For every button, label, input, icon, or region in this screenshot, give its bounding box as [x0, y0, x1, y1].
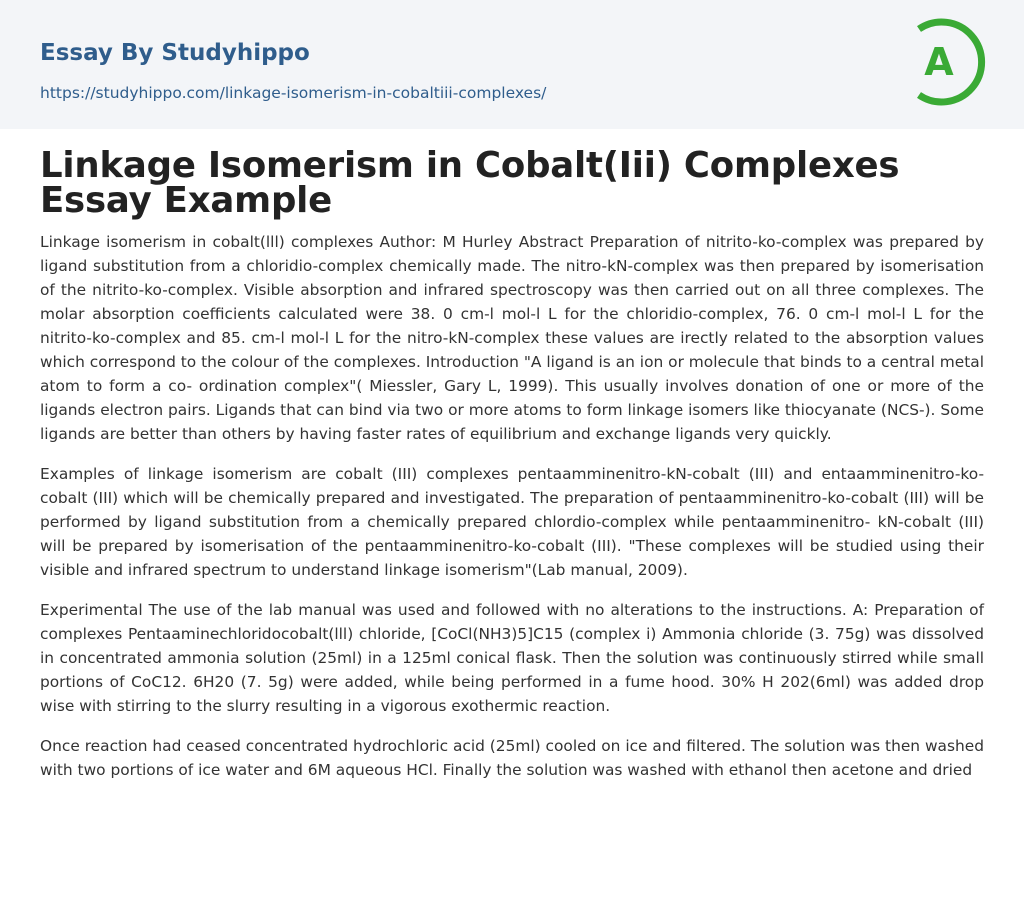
- paragraph-reaction: Once reaction had ceased concentrated hydrochloric acid (25ml) cooled on ice and filtered. The solution was then washed with two portions of ice water and 6M aqueous HCl. Finally the solution was washed with ethanol then acetone and dried: [40, 737, 984, 779]
- svg-text:A: A: [924, 40, 954, 84]
- paragraph-examples: Examples of linkage isomerism are cobalt (III) complexes pentaamminenitro-kN-cobalt (III) and entaamminenitro-ko-cobalt (III) which will be chemically prepared and investigated. The preparation of pentaamminenitro-ko-cobalt (III) will be performed by ligand substitution from a chemically prepared chlordio-complex while pentaamminenitro- kN-cobalt (III) will be prepared by isomerisation of the pentaamminenitro-ko-cobalt (III). "These complexes will be studied using their visible and infrared spectrum to understand linkage isomerism"(Lab manual, 2009).: [40, 465, 984, 579]
- site-header: [0, 0, 1024, 129]
- paragraph-experimental: Experimental The use of the lab manual was used and followed with no alterations to the instructions. A: Preparation of complexes Pentaaminechloridocobalt(lll) chloride, [CoCl(NH3)5]C15 (complex i) Ammonia chloride (3. 75g) was dissolved in concentrated ammonia solution (25ml) in a 125ml conical flask. Then the solution was continuously stirred while small portions of CoC12. 6H20 (7. 5g) were added, while being performed in a fume hood. 30% H 202(6ml) was added drop wise with stirring to the slurry resulting in a vigorous exothermic reaction.: [40, 601, 984, 715]
- page-title: Linkage Isomerism in Cobalt(Iii) Complexes Essay Example: [40, 145, 900, 221]
- paragraph-abstract: Linkage isomerism in cobalt(lll) complexes Author: M Hurley Abstract Preparation of nitrito-ko-complex was prepared by ligand substitution from a chloridio-complex chemically made. The nitro-kN-complex was then prepared by isomerisation of the nitrito-ko-complex. Visible absorption and infrared spectroscopy was then carried out on all three complexes. The molar absorption coefficients calculated were 38. 0 cm-l mol-l L for the chloridio-complex, 76. 0 cm-l mol-l L for the nitrito-ko-complex and 85. cm-l mol-l L for the nitro-kN-complex these values are irectly related to the absorption values which correspond to the colour of the complexes. Introduction "A ligand is an ion or molecule that binds to a central metal atom to form a co- ordination complex"( Miessler, Gary L, 1999). This usually involves donation of one or more of the ligands electron pairs. Ligands that can bind via two or more atoms to form linkage isomers like thiocyanate (NCS-). Some ligands are better than others by having faster rates of equilibrium and exchange ligands very quickly.: [40, 233, 984, 443]
- studyhippo-logo-icon[interactable]: [902, 17, 990, 107]
- article: [40, 145, 984, 782]
- site-brand[interactable]: Essay By Studyhippo: [40, 40, 310, 66]
- page-url-link[interactable]: https://studyhippo.com/linkage-isomerism-in-cobaltiii-complexes/: [40, 84, 547, 102]
